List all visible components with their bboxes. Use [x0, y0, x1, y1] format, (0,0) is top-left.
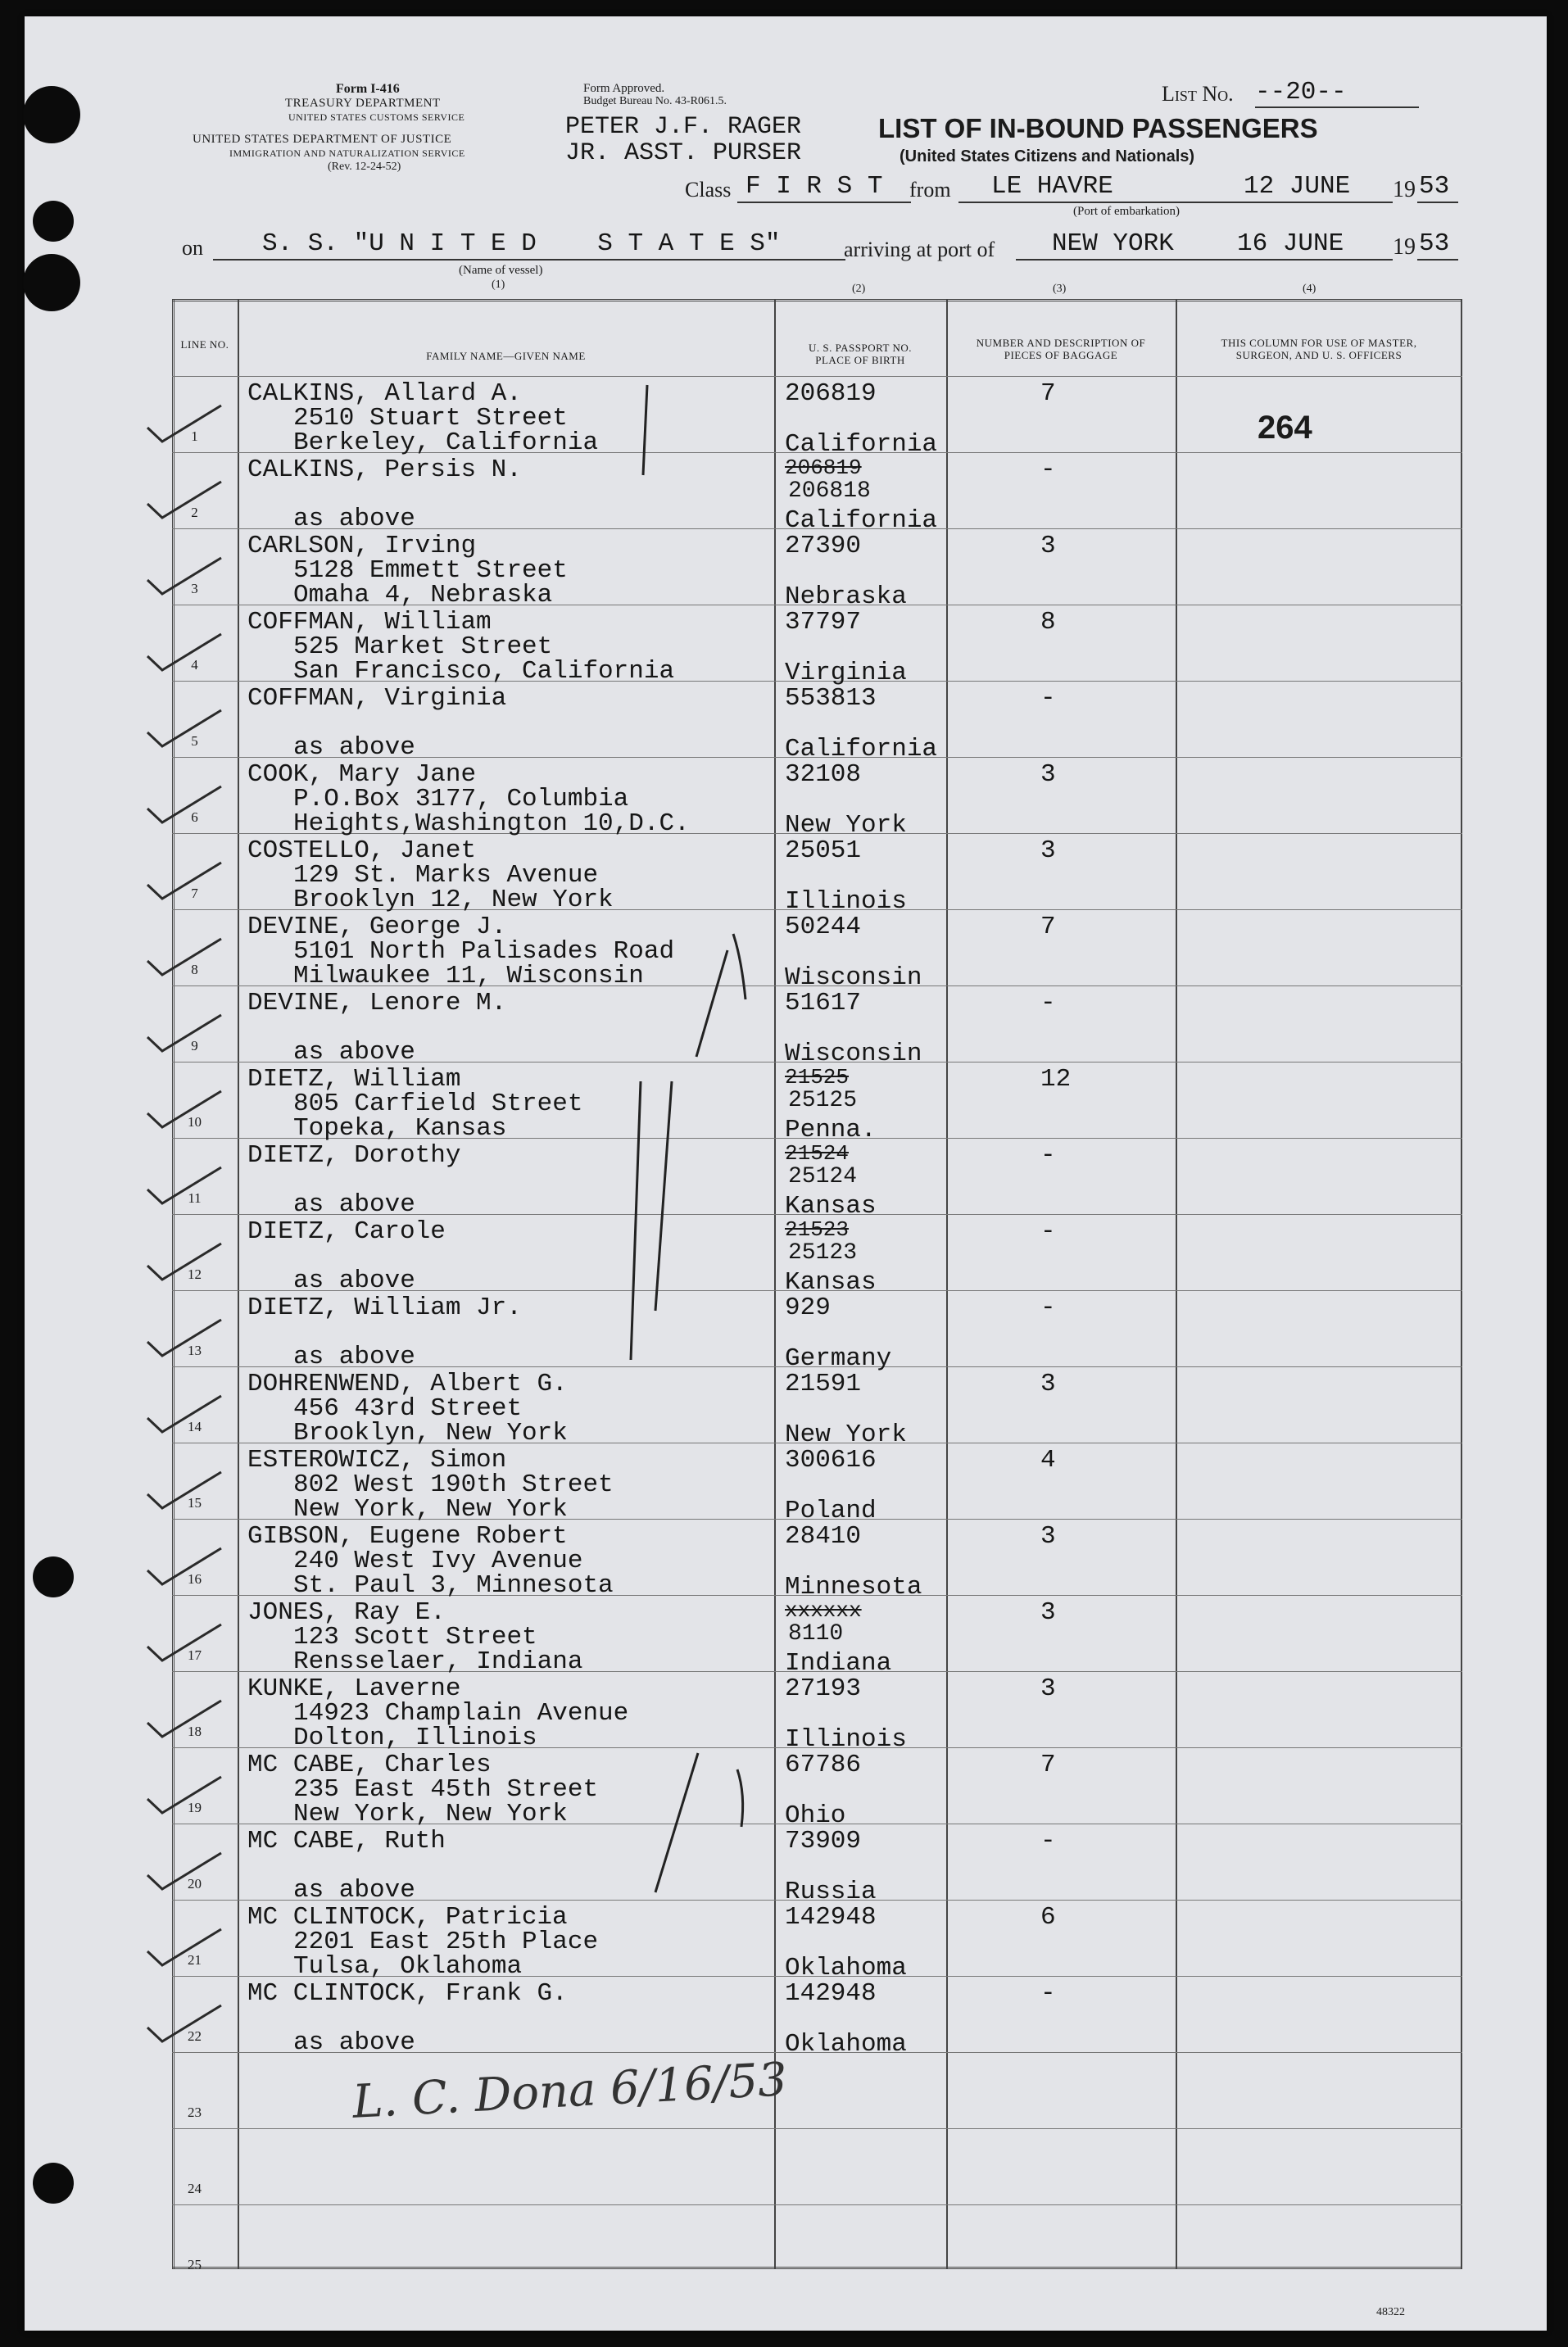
- column-header-passport: U. S. PASSPORT NO. PLACE OF BIRTH: [809, 342, 912, 366]
- line-number: 25: [188, 2257, 202, 2272]
- passenger-name: COFFMAN, William: [247, 608, 492, 637]
- baggage-count: -: [1040, 1827, 1056, 1855]
- passenger-name: GIBSON, Eugene Robert: [247, 1522, 568, 1551]
- passenger-address: 805 Carfield Street: [293, 1090, 583, 1118]
- baggage-count: 3: [1040, 532, 1056, 560]
- passenger-address: Milwaukee 11, Wisconsin: [293, 962, 644, 990]
- customs-service: UNITED STATES CUSTOMS SERVICE: [288, 111, 465, 123]
- list-title: LIST OF IN-BOUND PASSENGERS: [878, 113, 1318, 143]
- passenger-address: as above: [293, 1876, 415, 1905]
- passenger-name: MC CLINTOCK, Patricia: [247, 1903, 568, 1932]
- embark-year: 53: [1419, 172, 1450, 201]
- passport-number: 32108: [785, 760, 862, 789]
- form-number: Form I-416: [336, 82, 400, 96]
- place-of-birth: Illinois: [785, 1725, 907, 1754]
- baggage-count: -: [1040, 1979, 1056, 2008]
- passenger-name: DOHRENWEND, Albert G.: [247, 1370, 568, 1398]
- line-number: 22: [188, 2028, 202, 2044]
- passenger-name: COOK, Mary Jane: [247, 760, 477, 789]
- passport-number: 25123: [788, 1240, 858, 1266]
- class-label: Class: [685, 178, 732, 202]
- from-label: from: [909, 178, 951, 202]
- passenger-address: as above: [293, 505, 415, 533]
- passenger-name: ESTEROWICZ, Simon: [247, 1446, 507, 1475]
- immigration-service: IMMIGRATION AND NATURALIZATION SERVICE: [229, 147, 465, 159]
- list-number: --20--: [1255, 78, 1347, 106]
- place-of-birth: Illinois: [785, 887, 907, 916]
- passenger-address: 2510 Stuart Street: [293, 404, 568, 433]
- arriving-label: arriving at port of: [844, 238, 995, 261]
- passenger-address: 129 St. Marks Avenue: [293, 861, 599, 890]
- passenger-list-page: [25, 16, 1547, 2331]
- struck-passport-number: 21524: [785, 1141, 850, 1166]
- place-of-birth: Indiana: [785, 1649, 892, 1678]
- passport-number: 553813: [785, 684, 877, 713]
- passenger-name: DIETZ, William Jr.: [247, 1294, 522, 1322]
- struck-passport-number: xxxxxx: [785, 1598, 862, 1623]
- passenger-address: Topeka, Kansas: [293, 1114, 507, 1143]
- place-of-birth: Oklahoma: [785, 1954, 907, 1982]
- column-header-baggage: NUMBER AND DESCRIPTION OF PIECES OF BAGGAGE: [976, 337, 1146, 361]
- line-number: 24: [188, 2181, 202, 2196]
- place-of-birth: Wisconsin: [785, 1040, 922, 1068]
- baggage-count: -: [1040, 455, 1056, 484]
- line-number: 8: [191, 962, 198, 977]
- passenger-address: Berkeley, California: [293, 428, 599, 457]
- passport-number: 25125: [788, 1088, 858, 1113]
- baggage-count: 3: [1040, 1522, 1056, 1551]
- passenger-name: DIETZ, Carole: [247, 1217, 446, 1246]
- arrival-year-prefix: 19: [1393, 234, 1416, 260]
- baggage-count: -: [1040, 1217, 1056, 1246]
- place-of-birth: Germany: [785, 1344, 892, 1373]
- place-of-birth: Penna.: [785, 1116, 877, 1144]
- line-number: 4: [191, 657, 198, 673]
- passenger-address: P.O.Box 3177, Columbia: [293, 785, 629, 813]
- officer-note: 264: [1258, 410, 1312, 446]
- line-number: 23: [188, 2105, 202, 2120]
- baggage-count: 3: [1040, 1674, 1056, 1703]
- baggage-count: 3: [1040, 836, 1056, 865]
- passenger-address: 5128 Emmett Street: [293, 556, 568, 585]
- struck-passport-number: 21523: [785, 1217, 850, 1242]
- passenger-name: COFFMAN, Virginia: [247, 684, 507, 713]
- passport-number: 50244: [785, 913, 862, 941]
- line-number: 10: [188, 1114, 202, 1130]
- passport-number: 21591: [785, 1370, 862, 1398]
- baggage-count: -: [1040, 989, 1056, 1017]
- line-number: 15: [188, 1495, 202, 1511]
- passport-number: 25124: [788, 1164, 858, 1189]
- passenger-address: 235 East 45th Street: [293, 1775, 599, 1804]
- vessel-name: S. S. "U N I T E D S T A T E S": [262, 229, 781, 258]
- column-number-1: (1): [492, 279, 505, 291]
- passenger-address: 802 West 190th Street: [293, 1470, 614, 1499]
- baggage-count: 3: [1040, 1598, 1056, 1627]
- line-number: 16: [188, 1571, 202, 1587]
- passenger-name: MC CLINTOCK, Frank G.: [247, 1979, 568, 2008]
- baggage-count: 3: [1040, 760, 1056, 789]
- line-number: 20: [188, 1876, 202, 1892]
- place-of-birth: Kansas: [785, 1268, 877, 1297]
- passport-number: 27193: [785, 1674, 862, 1703]
- passenger-address: 525 Market Street: [293, 632, 553, 661]
- place-of-birth: California: [785, 735, 938, 763]
- baggage-count: 7: [1040, 913, 1056, 941]
- passenger-name: DEVINE, Lenore M.: [247, 989, 507, 1017]
- passport-number: 51617: [785, 989, 862, 1017]
- passenger-address: as above: [293, 1343, 415, 1371]
- baggage-count: 7: [1040, 1751, 1056, 1779]
- column-header-line-no: LINE NO.: [180, 338, 229, 351]
- column-number-4: (4): [1303, 283, 1316, 295]
- place-of-birth: Ohio: [785, 1801, 846, 1830]
- passport-number: 142948: [785, 1903, 877, 1932]
- place-of-birth: Oklahoma: [785, 2030, 907, 2059]
- passport-number: 206819: [785, 379, 877, 408]
- baggage-count: 3: [1040, 1370, 1056, 1398]
- place-of-birth: Minnesota: [785, 1573, 922, 1602]
- arrival-year: 53: [1419, 229, 1450, 258]
- passport-number: 28410: [785, 1522, 862, 1551]
- line-number: 21: [188, 1952, 202, 1968]
- baggage-count: 12: [1040, 1065, 1072, 1094]
- passenger-address: Heights,Washington 10,D.C.: [293, 809, 690, 838]
- line-number: 7: [191, 886, 198, 901]
- budget-bureau: Budget Bureau No. 43-R061.5.: [583, 95, 727, 107]
- passenger-address: Brooklyn 12, New York: [293, 886, 614, 914]
- passenger-name: JONES, Ray E.: [247, 1598, 446, 1627]
- baggage-count: 6: [1040, 1903, 1056, 1932]
- class-value: F I R S T: [745, 172, 883, 201]
- passport-number: 929: [785, 1294, 831, 1322]
- vessel-caption: (Name of vessel): [459, 264, 543, 277]
- list-number-label: List No.: [1162, 82, 1234, 106]
- passenger-address: as above: [293, 1038, 415, 1067]
- arrival-port: NEW YORK: [1052, 229, 1174, 258]
- passenger-name: CALKINS, Allard A.: [247, 379, 522, 408]
- passport-number: 67786: [785, 1751, 862, 1779]
- baggage-count: -: [1040, 684, 1056, 713]
- baggage-count: 8: [1040, 608, 1056, 637]
- place-of-birth: Wisconsin: [785, 963, 922, 992]
- struck-passport-number: 21525: [785, 1065, 850, 1090]
- passenger-name: KUNKE, Laverne: [247, 1674, 461, 1703]
- passenger-address: San Francisco, California: [293, 657, 675, 686]
- passenger-address: Rensselaer, Indiana: [293, 1647, 583, 1676]
- passenger-address: 14923 Champlain Avenue: [293, 1699, 629, 1728]
- baggage-count: -: [1040, 1294, 1056, 1322]
- baggage-count: 7: [1040, 379, 1056, 408]
- passenger-name: CALKINS, Persis N.: [247, 455, 522, 484]
- embark-date: 12 JUNE: [1244, 172, 1351, 201]
- place-of-birth: Nebraska: [785, 582, 907, 611]
- embark-year-prefix: 19: [1393, 177, 1416, 202]
- passenger-name: MC CABE, Ruth: [247, 1827, 446, 1855]
- passenger-address: as above: [293, 1266, 415, 1295]
- passenger-address: New York, New York: [293, 1800, 568, 1828]
- struck-passport-number: 206819: [785, 455, 862, 480]
- passenger-address: 240 West Ivy Avenue: [293, 1547, 583, 1575]
- passenger-address: 5101 North Palisades Road: [293, 937, 675, 966]
- line-number: 3: [191, 581, 198, 596]
- line-number: 13: [188, 1343, 202, 1358]
- line-number: 17: [188, 1647, 202, 1663]
- passenger-address: 2201 East 25th Place: [293, 1928, 599, 1956]
- line-number: 12: [188, 1266, 202, 1282]
- line-number: 14: [188, 1419, 202, 1434]
- place-of-birth: New York: [785, 811, 907, 840]
- line-number: 5: [191, 733, 198, 749]
- passenger-name: DEVINE, George J.: [247, 913, 507, 941]
- column-header-officers: THIS COLUMN FOR USE OF MASTER, SURGEON, AND U. S. OFFICERS: [1221, 337, 1417, 361]
- form-code: 48322: [1376, 2306, 1405, 2318]
- passenger-address: New York, New York: [293, 1495, 568, 1524]
- line-number: 1: [191, 428, 198, 444]
- passenger-name: DIETZ, Dorothy: [247, 1141, 461, 1170]
- revision-date: (Rev. 12-24-52): [328, 161, 401, 173]
- list-subtitle: (United States Citizens and Nationals): [900, 147, 1195, 165]
- passenger-address: 123 Scott Street: [293, 1623, 537, 1652]
- passenger-name: DIETZ, William: [247, 1065, 461, 1094]
- form-approved: Form Approved.: [583, 82, 665, 95]
- officer-signature: L. C. Dona 6/16/53: [351, 2053, 789, 2129]
- from-port: LE HAVRE: [991, 172, 1113, 201]
- passenger-name: MC CABE, Charles: [247, 1751, 492, 1779]
- passenger-address: Brooklyn, New York: [293, 1419, 568, 1448]
- passenger-address: Dolton, Illinois: [293, 1724, 537, 1752]
- justice-department: UNITED STATES DEPARTMENT OF JUSTICE: [193, 133, 452, 146]
- port-caption: (Port of embarkation): [1073, 205, 1180, 218]
- passport-number: 8110: [788, 1621, 844, 1647]
- arrival-date: 16 JUNE: [1237, 229, 1344, 258]
- on-label: on: [182, 236, 203, 260]
- line-number: 11: [188, 1190, 202, 1206]
- passenger-address: as above: [293, 2028, 415, 2057]
- passport-number: 300616: [785, 1446, 877, 1475]
- passport-number: 142948: [785, 1979, 877, 2008]
- baggage-count: -: [1040, 1141, 1056, 1170]
- purser-title: JR. ASST. PURSER: [565, 139, 802, 167]
- passenger-name: COSTELLO, Janet: [247, 836, 477, 865]
- passport-number: 73909: [785, 1827, 862, 1855]
- place-of-birth: California: [785, 506, 938, 535]
- place-of-birth: Kansas: [785, 1192, 877, 1221]
- line-number: 18: [188, 1724, 202, 1739]
- passport-number: 27390: [785, 532, 862, 560]
- passenger-address: St. Paul 3, Minnesota: [293, 1571, 614, 1600]
- passenger-address: Tulsa, Oklahoma: [293, 1952, 523, 1981]
- column-number-3: (3): [1053, 283, 1067, 295]
- passenger-address: as above: [293, 1190, 415, 1219]
- line-number: 19: [188, 1800, 202, 1815]
- passport-number: 206818: [788, 478, 871, 504]
- column-header-name: FAMILY NAME—GIVEN NAME: [426, 350, 586, 362]
- place-of-birth: California: [785, 430, 938, 459]
- place-of-birth: Virginia: [785, 659, 907, 687]
- place-of-birth: Russia: [785, 1878, 877, 1906]
- purser-name: PETER J.F. RAGER: [565, 113, 802, 141]
- passenger-address: 456 43rd Street: [293, 1394, 523, 1423]
- passport-number: 25051: [785, 836, 862, 865]
- line-number: 6: [191, 809, 198, 825]
- baggage-count: 4: [1040, 1446, 1056, 1475]
- passport-number: 37797: [785, 608, 862, 637]
- passenger-address: as above: [293, 733, 415, 762]
- column-number-2: (2): [852, 283, 866, 295]
- place-of-birth: New York: [785, 1420, 907, 1449]
- line-number: 2: [191, 505, 198, 520]
- passenger-address: Omaha 4, Nebraska: [293, 581, 553, 609]
- place-of-birth: Poland: [785, 1497, 877, 1525]
- line-number: 9: [191, 1038, 198, 1053]
- handwritten-annotations: [25, 16, 1547, 2331]
- passenger-name: CARLSON, Irving: [247, 532, 477, 560]
- department-name: TREASURY DEPARTMENT: [285, 97, 441, 110]
